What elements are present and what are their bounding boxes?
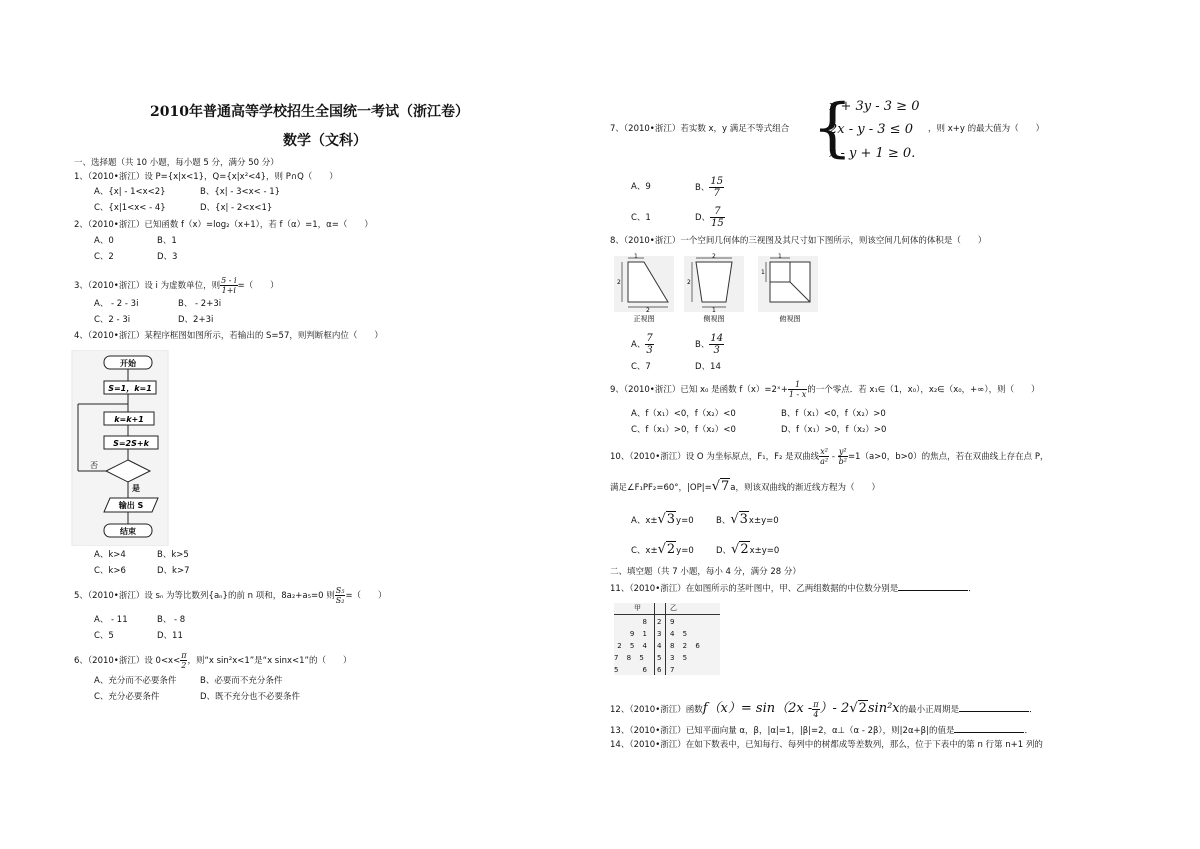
- q8-b-fraction: [709, 333, 724, 356]
- q-source: （2010•浙江）: [87, 331, 145, 341]
- q4-option-d: D、k>7: [157, 566, 190, 576]
- q9-option-d: D、f（x₁）>0，f（x₂）>0: [781, 425, 887, 435]
- question-13: [610, 723, 1033, 737]
- q6-option-d: D、既不充分也不必要条件: [200, 692, 301, 702]
- flow-start-label: 开始: [120, 359, 136, 368]
- q7-inequality-3: x - y + 1 ≥ 0.: [829, 146, 916, 161]
- leaf-left: 6: [642, 666, 650, 674]
- q-text: 设 0<x<: [144, 656, 181, 666]
- opt-text: x±y=0: [749, 546, 780, 556]
- q-num: 4、: [74, 331, 88, 341]
- q-text: 某程序框图如图所示，若输出的 S=57，则判断框内位（ ）: [144, 331, 383, 341]
- stem-value: 5: [657, 654, 662, 662]
- q2-option-a: A、0: [94, 236, 114, 246]
- q-text: 已知 x₀ 是函数 f（x）=2ˣ+: [680, 385, 788, 395]
- opt-label: C、x±: [631, 546, 658, 556]
- q-num: 1、: [74, 172, 88, 182]
- question-9: [610, 380, 1040, 399]
- leaf-left: 8: [642, 618, 650, 626]
- q-source: （2010•浙江）: [87, 591, 145, 601]
- dim-label: 2: [646, 307, 650, 314]
- flow-step2-label: S=2S+k: [113, 439, 149, 448]
- radicand: 2: [858, 701, 867, 716]
- q12-formula: f（x）= sin（2x -: [702, 701, 813, 716]
- stem-value: 3: [657, 630, 662, 638]
- question-14: [610, 739, 1043, 751]
- opt-text: y=0: [676, 546, 694, 556]
- answer-blank: [959, 702, 1029, 712]
- header-right: 乙: [670, 604, 677, 612]
- q1-option-a: A、{x| - 1<x<2}: [94, 187, 166, 197]
- q7-option-a: A、9: [631, 182, 651, 192]
- frac-numerator: 7: [646, 333, 653, 344]
- stem-leaf-row: [614, 640, 720, 652]
- q7-option-c: C、1: [631, 213, 651, 223]
- q3-option-d: D、2+3i: [178, 315, 214, 325]
- q3-option-a: A、 - 2 - 3i: [94, 299, 139, 309]
- question-8: [610, 235, 986, 247]
- frac-denominator: 3: [646, 345, 653, 356]
- frac-denominator: b²: [838, 457, 847, 466]
- leaf-right: 9: [670, 618, 678, 626]
- radicand: 3: [739, 512, 748, 527]
- q7-b-fraction: [709, 176, 724, 199]
- flow-step1-label: k=k+1: [114, 415, 144, 424]
- q-source: （2010•浙江）: [87, 656, 145, 666]
- q7-option-b: [695, 176, 724, 199]
- q-num: 8、: [610, 236, 624, 246]
- flow-end-label: 结束: [120, 527, 136, 536]
- q-num: 7、: [610, 124, 624, 134]
- q-end: ．: [968, 584, 977, 594]
- header-left: 甲: [634, 604, 641, 612]
- flow-yes-label: 是: [132, 484, 140, 493]
- q7-brace: {: [812, 91, 853, 165]
- q-text: 设 P={x|x<1}，Q={x|x²<4}，则 P∩Q（ ）: [144, 172, 338, 182]
- radicand: 3: [666, 512, 676, 527]
- dim-label: 1: [778, 253, 782, 260]
- q-text: 在如下数表中，已知每行、每列中的树都成等差数列，那么，位于下表中的第 n 行第 n+1 列的: [685, 740, 1043, 750]
- q-source: （2010•浙江）: [629, 705, 686, 715]
- q6-option-c: C、充分必要条件: [94, 692, 160, 702]
- q9-option-b: B、f（x₁）<0，f（x₂）>0: [781, 409, 886, 419]
- q12-formula-post: ）- 2: [819, 701, 850, 716]
- sqrt-icon: √: [657, 512, 666, 527]
- answer-blank: [898, 581, 968, 591]
- q1-option-c: C、{x|1<x< - 4}: [94, 203, 166, 213]
- flow-init-label: S=1，k=1: [108, 384, 152, 393]
- question-10: [610, 447, 1048, 466]
- leaf-right: 3 5: [670, 654, 691, 662]
- q-text: 已知平面向量 α，β，|α|=1，|β|=2，α⊥（α - 2β），则|2α+β|的值是: [685, 726, 955, 736]
- q12-fraction: [812, 700, 819, 719]
- sqrt-icon: √: [657, 542, 666, 557]
- q-num: 11、: [610, 584, 630, 594]
- front-view: [614, 253, 674, 323]
- q-text-post: 的一个零点．若 x₁∈（1，x₀），x₂∈（x₀，+∞），则（ ）: [807, 385, 1040, 395]
- frac-denominator: a²: [820, 457, 829, 466]
- q9-option-a: A、f（x₁）<0，f（x₂）<0: [631, 409, 736, 419]
- frac-denominator: S₂: [335, 596, 345, 605]
- flow-no-label: 否: [90, 461, 98, 470]
- q7-text-post: ，则 x+y 的最大值为（ ）: [928, 124, 1045, 134]
- question-7: [610, 123, 789, 135]
- frac-denominator: 3: [713, 345, 720, 356]
- q10-option-c: [631, 544, 694, 557]
- exam-title: 2010年普通高等学校招生全国统一考试（浙江卷）: [150, 104, 469, 120]
- frac-denominator: 15: [711, 218, 724, 229]
- frac-denominator: 1+i: [221, 286, 236, 295]
- q2-option-d: D、3: [157, 252, 178, 262]
- question-3: [74, 276, 279, 295]
- stem-leaf-header: [614, 603, 720, 615]
- q-text: 函数: [685, 705, 703, 715]
- q4-option-a: A、k>4: [94, 550, 126, 560]
- top-view: [758, 253, 818, 323]
- question-6: [74, 651, 351, 670]
- q-text-post: =（ ）: [237, 281, 279, 291]
- dim-label: 1: [761, 269, 765, 276]
- q-num: 3、: [74, 281, 88, 291]
- q3-fraction: [220, 276, 237, 295]
- flow-output-label: 输出 S: [118, 501, 144, 510]
- question-12: [610, 700, 1038, 719]
- dim-label: 2: [712, 253, 716, 260]
- frac-denominator: 1 - x: [788, 390, 807, 399]
- q-num: 6、: [74, 656, 88, 666]
- flowchart-diagram: [70, 350, 170, 546]
- q8-a-fraction: [645, 333, 653, 356]
- stem-value: 2: [657, 618, 662, 626]
- sqrt-icon: √: [849, 701, 858, 716]
- stem-leaf-row: [614, 616, 720, 628]
- side-view: [684, 253, 744, 323]
- leaf-right: 7: [670, 666, 678, 674]
- q-num: 14、: [610, 740, 630, 750]
- frac-numerator: S₅: [335, 586, 345, 595]
- frac-numerator: y²: [838, 447, 847, 456]
- leaf-left: 7 8 5 5: [614, 654, 647, 674]
- q-source: （2010•浙江）: [629, 452, 686, 462]
- q5-option-d: D、11: [157, 631, 183, 641]
- top-view-caption: 俯视图: [779, 315, 801, 323]
- q-end: ．: [1024, 726, 1033, 736]
- q4-option-b: B、k>5: [157, 550, 189, 560]
- three-views-diagram: [608, 250, 838, 324]
- q-source: （2010•浙江）: [629, 584, 686, 594]
- q7-inequality-1: x + 3y - 3 ≥ 0: [829, 99, 920, 114]
- frac-numerator: 1: [788, 380, 807, 390]
- q3-option-b: B、 - 2+3i: [178, 299, 222, 309]
- stem-value: 6: [657, 666, 662, 674]
- question-2: [74, 219, 373, 231]
- section1-heading: 一、选择题（共 10 小题，每小题 5 分，满分 50 分）: [74, 158, 279, 168]
- frac-denominator: 4: [813, 710, 819, 719]
- stem-leaf-row: [614, 652, 720, 674]
- q-text: 满足∠F₁PF₂=60°，|OP|=: [610, 483, 712, 493]
- q-text: 在如图所示的茎叶图中，甲、乙两组数据的中位数分别是: [685, 584, 899, 594]
- dim-label: 2: [687, 279, 691, 286]
- q-num: 9、: [610, 385, 624, 395]
- opt-label: B、: [716, 516, 731, 526]
- q9-fraction: [788, 380, 807, 399]
- frac-denominator: 2: [181, 661, 187, 670]
- side-view-shape: [696, 262, 732, 302]
- q8-option-a: [631, 333, 654, 356]
- q-source: （2010•浙江）: [623, 124, 681, 134]
- question-11: [610, 581, 977, 595]
- leaf-left: 9 1: [629, 630, 650, 638]
- q-num: 12、: [610, 705, 630, 715]
- q-source: （2010•浙江）: [87, 281, 145, 291]
- dim-label: 1: [634, 253, 638, 260]
- section2-heading: 二、填空题（共 7 小题，每小 4 分，满分 28 分）: [610, 567, 801, 577]
- opt-label: B、: [695, 183, 710, 193]
- q8-option-b: [695, 333, 724, 356]
- side-view-caption: 侧视图: [703, 315, 725, 323]
- q1-option-b: B、{x| - 3<x< - 1}: [200, 187, 281, 197]
- q4-option-c: C、k>6: [94, 566, 126, 576]
- frac-numerator: x²: [820, 447, 828, 456]
- q2-option-b: B、1: [157, 236, 177, 246]
- q8-option-d: D、14: [695, 362, 721, 372]
- frac-denominator: 7: [713, 188, 720, 199]
- question-4: [74, 330, 383, 342]
- q9-option-c: C、f（x₁）>0，f（x₂）<0: [631, 425, 736, 435]
- q10-fraction-x: [819, 447, 829, 466]
- stem-leaf-plot: [614, 603, 720, 675]
- q-text: 设 sₙ 为等比数列{aₙ}的前 n 项和，8a₂+a₅=0 则: [144, 591, 335, 601]
- q8-option-c: C、7: [631, 362, 651, 372]
- q-text-post: =1（a>0，b>0）的焦点，若在双曲线上存在点 P，: [847, 452, 1049, 462]
- q12-sin-part: sin²x: [867, 701, 900, 716]
- radicand: 7: [721, 479, 730, 494]
- opt-label: A、: [631, 340, 646, 350]
- answer-blank: [954, 723, 1024, 733]
- q-text: 一个空间几何体的三视图及其尺寸如下图所示，则该空间几何体的体积是（ ）: [680, 236, 987, 246]
- frac-numerator: π: [813, 700, 819, 709]
- minus-sign: -: [829, 452, 838, 462]
- radicand: 2: [666, 542, 676, 557]
- q5-option-b: B、 - 8: [157, 615, 186, 625]
- opt-label: A、x±: [631, 516, 658, 526]
- opt-label: D、: [695, 213, 711, 223]
- leaf-left: 2 5 4: [617, 642, 650, 650]
- q7-option-d: [695, 206, 725, 229]
- sqrt-icon: √: [731, 542, 740, 557]
- question-1: [74, 171, 338, 183]
- q-text-post: ，则“x sin²x<1”是“x sinx<1”的（ ）: [187, 656, 352, 666]
- q3-option-c: C、2 - 3i: [94, 315, 131, 325]
- q5-option-c: C、5: [94, 631, 114, 641]
- dim-label: 1: [712, 307, 716, 314]
- q6-option-a: A、充分而不必要条件: [94, 676, 177, 686]
- q-num: 5、: [74, 591, 88, 601]
- q5-option-a: A、 - 11: [94, 615, 128, 625]
- q-source: （2010•浙江）: [629, 740, 686, 750]
- q-text: 已知函数 f（x）=log₂（x+1），若 f（α）=1，α=（ ）: [144, 220, 373, 230]
- opt-label: B、: [695, 340, 710, 350]
- opt-text: y=0: [676, 516, 694, 526]
- q7-d-fraction: [710, 206, 725, 229]
- q-end: ．: [1029, 705, 1038, 715]
- q2-option-c: C、2: [94, 252, 114, 262]
- opt-text: x±y=0: [748, 516, 779, 526]
- q-text-post: 的最小正周期是: [899, 705, 960, 715]
- q10-option-d: [716, 544, 779, 557]
- q5-fraction: [335, 586, 346, 605]
- q-source: （2010•浙江）: [623, 236, 681, 246]
- stem-leaf-row: [614, 628, 720, 640]
- q-text: 若实数 x，y 满足不等式组合: [680, 124, 790, 134]
- q1-option-d: D、{x| - 2<x<1}: [200, 203, 273, 213]
- q-source: （2010•浙江）: [629, 726, 686, 736]
- q-text: 设 O 为坐标原点，F₁，F₂ 是双曲线: [685, 452, 820, 462]
- q-num: 10、: [610, 452, 630, 462]
- q10-option-b: [716, 514, 779, 527]
- exam-subtitle: 数学（文科）: [283, 133, 367, 149]
- dim-label: 2: [617, 279, 621, 286]
- frac-numerator: π: [181, 651, 187, 660]
- q-text-post: a，则该双曲线的渐近线方程为（ ）: [730, 483, 880, 493]
- q-num: 13、: [610, 726, 630, 736]
- q6-option-b: B、必要而不充分条件: [200, 676, 283, 686]
- stem-leaf-row: [614, 664, 720, 676]
- q-source: （2010•浙江）: [87, 172, 145, 182]
- stem-value: 4: [657, 642, 662, 650]
- frac-numerator: 7: [710, 206, 725, 218]
- leaf-right: 4 5: [670, 630, 691, 638]
- frac-numerator: 5 - i: [221, 276, 237, 285]
- q-num: 2、: [74, 220, 88, 230]
- opt-label: D、: [716, 546, 732, 556]
- question-5: [74, 586, 387, 605]
- q-text: 设 i 为虚数单位，则: [144, 281, 221, 291]
- q7-inequality-2: 2x - y - 3 ≤ 0: [829, 122, 913, 137]
- q10-option-a: [631, 514, 694, 527]
- q-text-post: =（ ）: [345, 591, 387, 601]
- frac-numerator: 14: [710, 333, 724, 344]
- question-10-line2: [610, 481, 880, 494]
- q-source: （2010•浙江）: [623, 385, 681, 395]
- leaf-right: 8 2 6: [670, 642, 703, 650]
- sqrt-icon: √: [730, 512, 739, 527]
- front-view-caption: 正视图: [633, 315, 655, 323]
- q-source: （2010•浙江）: [87, 220, 145, 230]
- sqrt-icon: √: [711, 479, 720, 494]
- frac-numerator: 15: [710, 176, 724, 187]
- q10-fraction-y: [838, 447, 848, 466]
- radicand: 2: [740, 542, 749, 557]
